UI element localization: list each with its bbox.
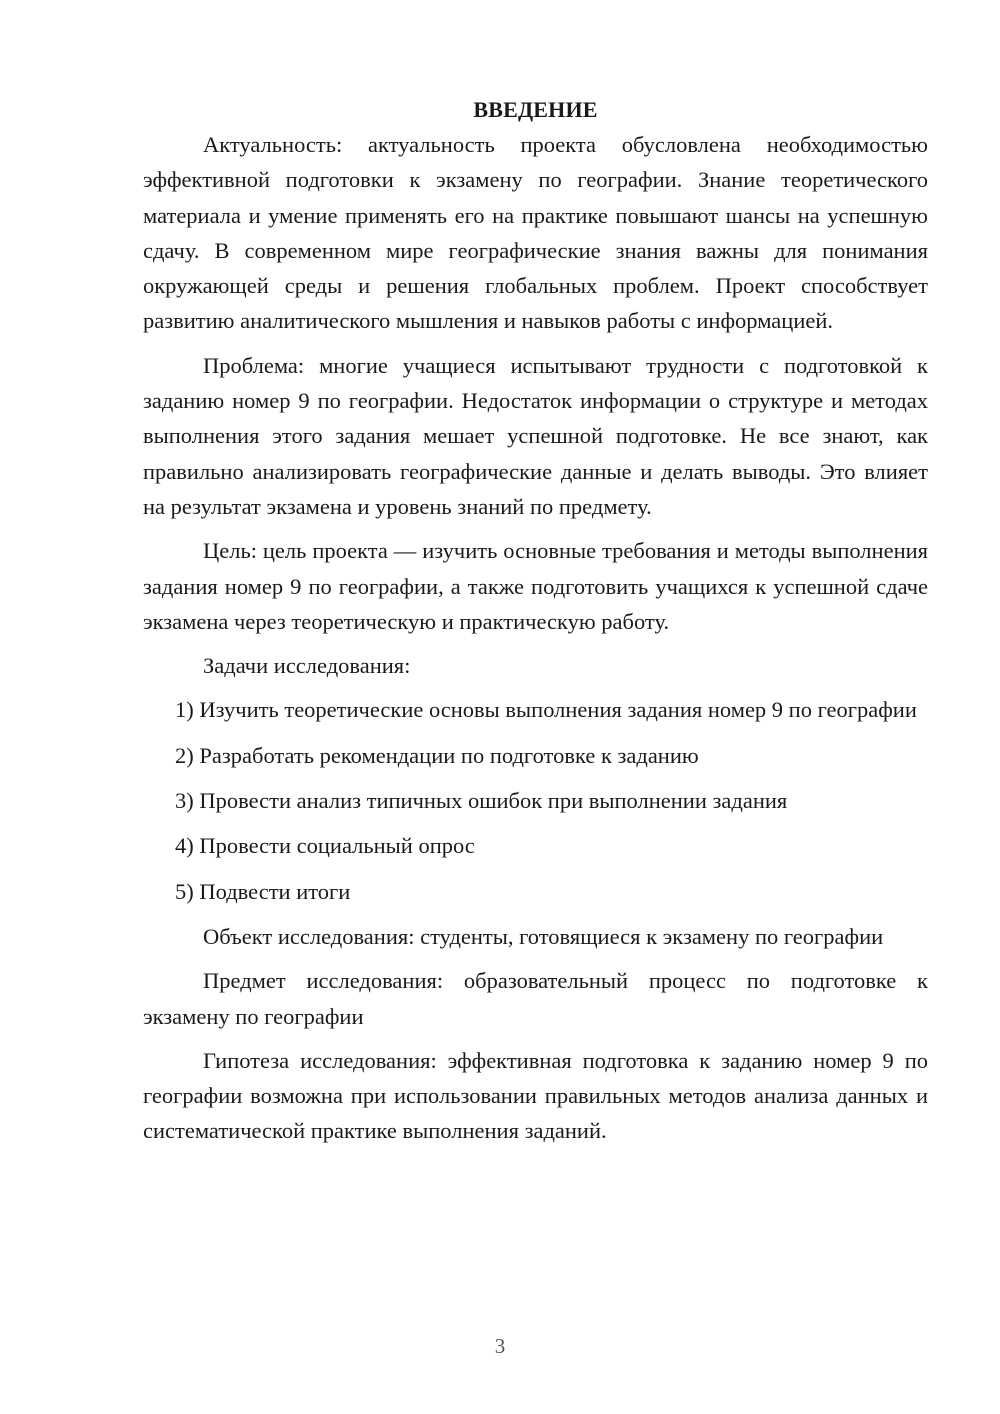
subject-paragraph: Предмет исследования: образовательный процесс по подготовке к экзамену по географии — [143, 968, 928, 1029]
tasks-title: Задачи исследования: — [203, 653, 411, 679]
list-item: 3) Провести анализ типичных ошибок при выполнении задания — [175, 788, 788, 814]
document-page — [143, 92, 928, 1158]
goal-paragraph: Цель: цель проекта — изучить основные требования и методы выполнения задания номер 9 по географии, а также подготовить учащихся к успешной сдаче экзамена через теоретическую и практическую работу. — [143, 538, 928, 634]
relevance-paragraph: Актуальность: актуальность проекта обусловлена необходимостью эффективной подготовки к экзамену по географии. Знание теоретического материала и умение применять его на практике повышают шансы на успешную сдачу. В современном мире географические знания важны для понимания окружающей среды и решения глобальных проблем. Проект способствует развитию аналитического мышления и навыков работы с информацией. — [143, 132, 928, 334]
list-item: 1) Изучить теоретические основы выполнения задания номер 9 по географии — [175, 697, 917, 723]
tasks-list — [143, 692, 928, 908]
list-item: 5) Подвести итоги — [175, 878, 351, 904]
page-number: 3 — [494, 1334, 506, 1358]
problem-paragraph: Проблема: многие учащиеся испытывают трудности с подготовкой к заданию номер 9 по географии. Недостаток информации о структуре и методах выполнения этого задания мешает успешной подготовке. Не все знают, как правильно анализировать географические данные и делать выводы. Это влияет на результат экзамена и уровень знаний по предмету. — [143, 352, 928, 519]
section-heading: ВВЕДЕНИЕ — [473, 97, 598, 122]
hypothesis-paragraph: Гипотеза исследования: эффективная подготовка к заданию номер 9 по географии возможна при использовании правильных методов анализа данных и систематической практике выполнения заданий. — [143, 1047, 928, 1144]
list-item: 2) Разработать рекомендации по подготовке к заданию — [175, 742, 699, 768]
list-item: 4) Провести социальный опрос — [175, 833, 475, 859]
object-paragraph: Объект исследования: студенты, готовящиеся к экзамену по географии — [203, 923, 884, 949]
